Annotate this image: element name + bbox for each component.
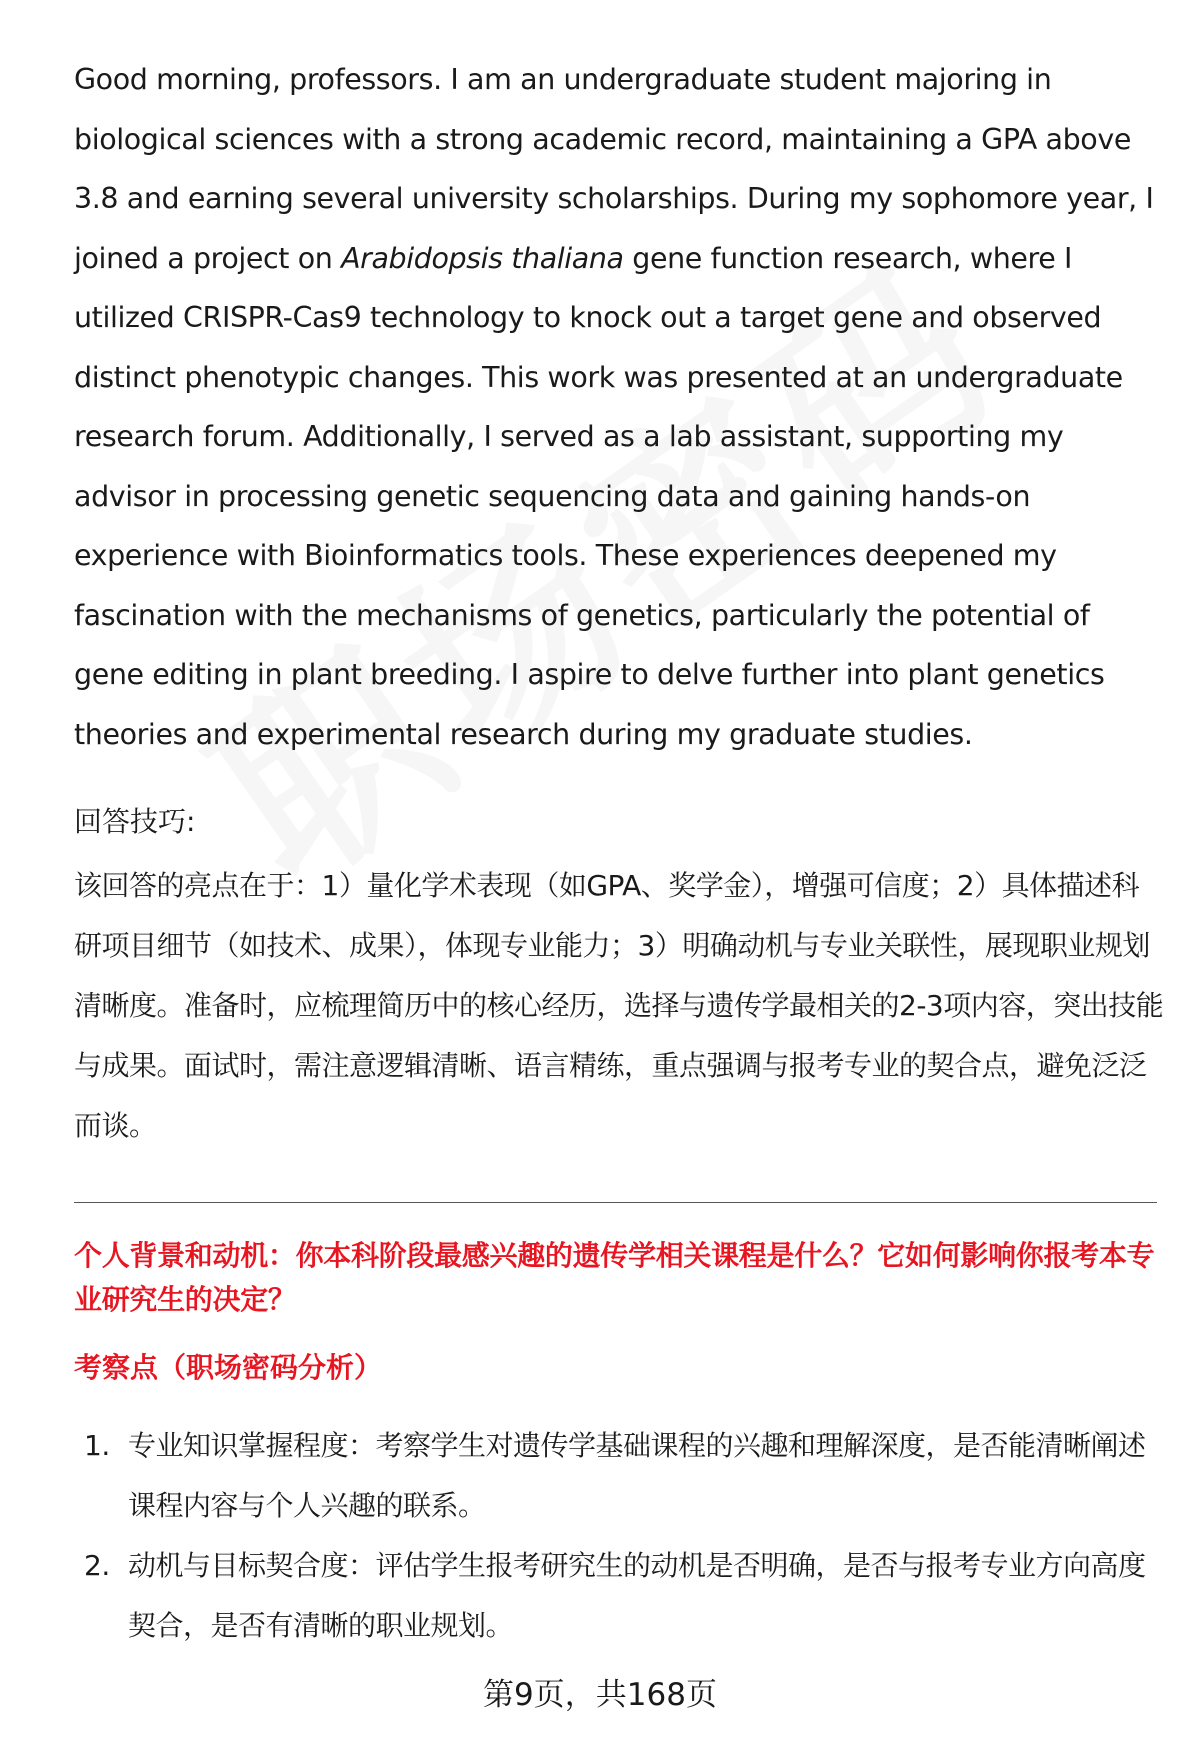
list-item-number: 2. xyxy=(84,1549,110,1582)
tips-heading: 回答技巧: xyxy=(74,805,196,838)
answer-text-part-1: Good morning, professors. I am an undergraduate student majoring in biological sciences with a strong academic record, maintaining a GPA above 3.8 and earning several university scholarships. During my sophomore year, I joined a project on xyxy=(74,63,1154,275)
focus-heading: 考察点（职场密码分析） xyxy=(74,1351,383,1384)
list-item-text: 专业知识掌握程度：考察学生对遗传学基础课程的兴趣和理解深度，是否能清晰阐述课程内容与个人兴趣的联系。 xyxy=(128,1429,1146,1522)
list-item xyxy=(74,1416,1164,1536)
species-name: Arabidopsis thaliana xyxy=(341,241,624,275)
tips-paragraph: 该回答的亮点在于：1）量化学术表现（如GPA、奖学金），增强可信度；2）具体描述科研项目细节（如技术、成果），体现专业能力；3）明确动机与专业关联性，展现职业规划清晰度。准备时，应梳理简历中的核心经历，选择与遗传学最相关的2-3项内容，突出技能与成果。面试时，需注意逻辑清晰、语言精练，重点强调与报考专业的契合点，避免泛泛而谈。 xyxy=(74,869,1164,1142)
page-footer: 第9页，共168页 xyxy=(483,1677,717,1713)
focus-list xyxy=(74,1416,1164,1656)
answer-text-part-2: gene function research, where I utilized CRISPR-Cas9 technology to knock out a target gene and observed distinct phenotypic changes. This work was presented at an undergraduate research forum. Additionally, I served as a lab assistant, supporting my advisor in processing genetic sequencing data and gaining hands-on experience with Bioinformatics tools. These experiences deepened my fascination with the mechanisms of genetics, particularly the potential of gene editing in plant breeding. I aspire to delve further into plant genetics theories and experimental research during my graduate studies. xyxy=(74,241,1123,751)
interview-question: 个人背景和动机：你本科阶段最感兴趣的遗传学相关课程是什么？它如何影响你报考本专业研究生的决定？ xyxy=(74,1239,1155,1316)
sample-answer-paragraph xyxy=(74,50,1164,764)
list-item xyxy=(74,1536,1164,1656)
list-item-text: 动机与目标契合度：评估学生报考研究生的动机是否明确，是否与报考专业方向高度契合，是否有清晰的职业规划。 xyxy=(128,1549,1146,1642)
list-item-number: 1. xyxy=(84,1429,110,1462)
section-divider xyxy=(74,1202,1157,1203)
